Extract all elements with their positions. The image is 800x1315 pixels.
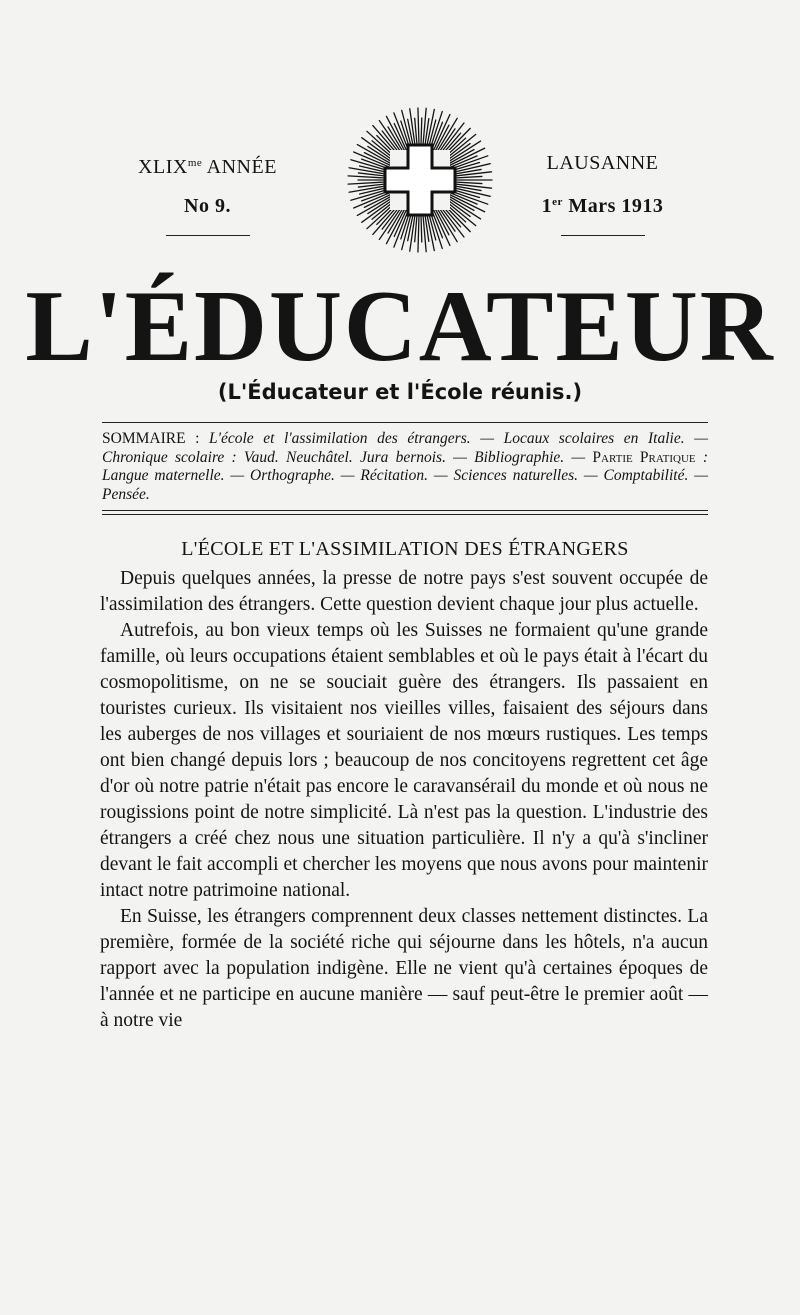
article-body	[100, 566, 708, 1034]
article-heading: L'ÉCOLE ET L'ASSIMILATION DES ÉTRANGERS	[181, 538, 629, 560]
summary-practical-label: Partie Pratique	[592, 448, 696, 466]
paragraph: Depuis quelques années, la presse de notre pays s'est souvent occupée de l'assimilation des étrangers. Cette question devient chaque jour plus actuelle.	[100, 568, 708, 615]
summary-items-practical: : Langue maternelle. — Orthographe. — Récitation. — Sciences naturelles. — Comptabilité. — Pensée.	[102, 448, 708, 503]
journal-subtitle: (L'Éducateur et l'École réunis.)	[217, 380, 583, 404]
volume-divider	[166, 235, 250, 236]
city: LAUSANNE	[546, 152, 659, 174]
summary-top-rule	[102, 422, 708, 423]
paragraph: Autrefois, au bon vieux temps où les Suisses ne formaient qu'une grande famille, où leurs occupations étaient semblables et où le pays était à l'écart du cosmopolitisme, on ne se souciait guère des étrangers. Ils passaient en touristes curieux. Ils visitaient nos vieilles villes, faisaient des séjours dans les auberges de nos villages et souriaient de nos mœurs rustiques. Les temps ont bien changé depuis lors ; beaucoup de nos concitoyens regrettent cet âge d'or où notre patrie n'était pas encore le caravansérail du monde et où nous ne rougissions point de notre simplicité. Là n'est pas la question. L'industrie des étrangers a créé chez nous une situation particulière. Il n'y a qu'à s'incliner devant le fait accompli et chercher les moyens que nous avons pour maintenir intact notre patrimoine national.	[100, 620, 708, 901]
summary-bottom-rule-thin	[102, 514, 708, 515]
summary-label: SOMMAIRE :	[102, 430, 210, 447]
volume-year: $XLIX^{me}$ ANNÉE	[138, 156, 277, 178]
summary-bottom-rule	[102, 510, 708, 511]
journal-title: L'ÉDUCATEUR	[25, 270, 775, 383]
date-block	[515, 150, 690, 236]
volume-block	[120, 150, 295, 236]
summary-items-general: L'école et l'assimilation des étrangers. — Locaux scolaires en Italie. — Chronique scolaire : Vaud. Neuchâtel. Jura bernois. — Bibliographie. —	[102, 430, 708, 466]
issue-number: No 9.	[184, 195, 231, 217]
summary	[102, 430, 708, 504]
issue-date: 1er Mars 1913	[541, 195, 664, 217]
date-divider	[561, 235, 645, 236]
paragraph: En Suisse, les étrangers comprennent deux classes nettement distinctes. La première, formée de la société riche qui séjourne dans les hôtels, n'a aucun rapport avec la population indigène. Elle ne vient qu'à certaines époques de l'année et ne participe en aucune manière — sauf peut-être le premier août — à notre vie	[100, 906, 708, 1031]
swiss-cross-sunburst-icon	[345, 105, 495, 255]
